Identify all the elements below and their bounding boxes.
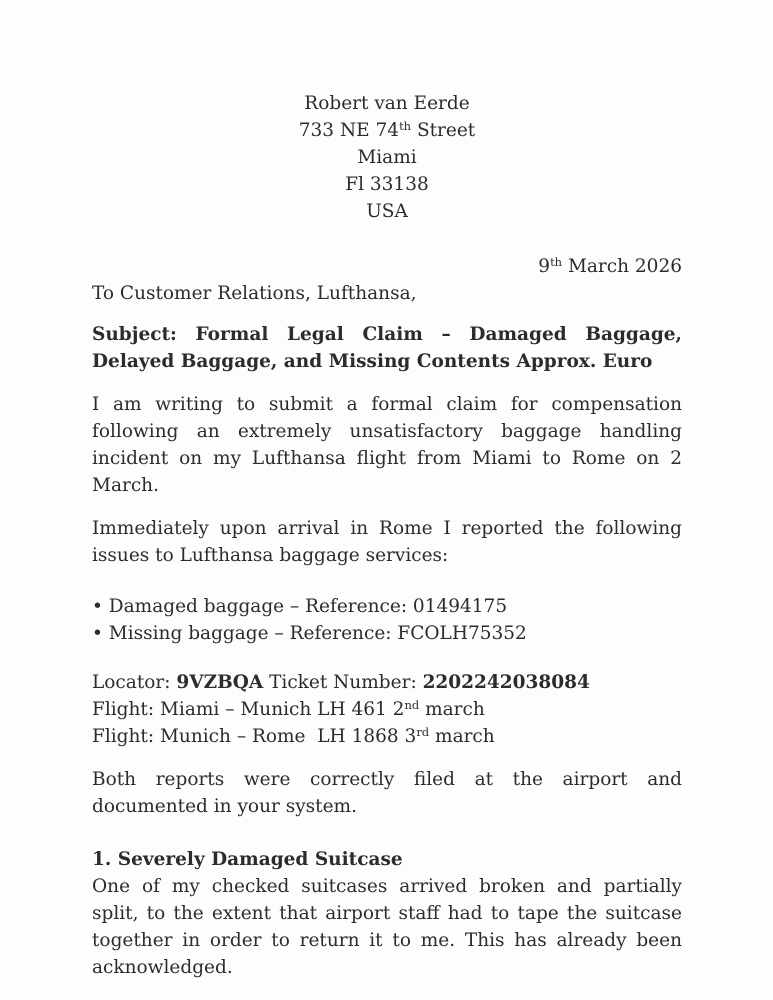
ticket-value: 2202242038084 [422, 672, 590, 693]
sender-street-number: 733 NE 74 [298, 120, 400, 141]
date-ordinal: th [550, 254, 563, 269]
ticket-label: Ticket Number: [263, 672, 423, 693]
letter-date [92, 253, 682, 280]
sender-street-name: Street [411, 120, 476, 141]
flight-2-text: Flight: Munich – Rome LH 1868 3 [92, 726, 417, 747]
sender-city: Miami [357, 147, 417, 168]
flight-1-text: Flight: Miami – Munich LH 461 2 [92, 699, 405, 720]
issue-item-damaged: • Damaged baggage – Reference: 01494175 [92, 596, 508, 617]
locator-value: 9VZBQA [176, 672, 264, 693]
flight-1-month: march [419, 699, 485, 720]
paragraph-filed: Both reports were correctly filed at the airport and documented in your system. [92, 769, 682, 817]
paragraph-intro: I am writing to submit a formal claim for compensation following an extremely unsatisfactory baggage handling incident on my Lufthansa flight from Miami to Rome on 2 March. [92, 394, 682, 496]
sender-street [92, 117, 682, 144]
flight-2-month: march [429, 726, 495, 747]
sender-state-zip: Fl 33138 [345, 174, 429, 195]
sender-street-ordinal: th [399, 118, 412, 133]
booking-details [92, 669, 682, 750]
issue-item-missing: • Missing baggage – Reference: FCOLH75352 [92, 623, 527, 644]
section-1-heading: 1. Severely Damaged Suitcase [92, 849, 403, 870]
sender-country: USA [366, 201, 408, 222]
date-day: 9 [538, 256, 551, 277]
sender-address-block [92, 90, 682, 225]
date-month-year: March 2026 [562, 256, 682, 277]
issue-list [92, 593, 682, 647]
locator-label: Locator: [92, 672, 177, 693]
flight-1-ordinal: nd [404, 697, 420, 712]
section-1-body: One of my checked suitcases arrived broken and partially split, to the extent that airport staff had to tape the suitcase together in order to return it to me. This has already been acknowledged. [92, 876, 682, 978]
flight-line-1 [92, 696, 682, 723]
flight-2-ordinal: rd [416, 724, 430, 739]
paragraph-reported: Immediately upon arrival in Rome I reported the following issues to Lufthansa baggage services: [92, 518, 682, 566]
flight-line-2 [92, 723, 682, 750]
letter-content [92, 90, 682, 981]
subject-line: Subject: Formal Legal Claim – Damaged Baggage, Delayed Baggage, and Missing Contents Approx. Euro [92, 324, 682, 372]
salutation: To Customer Relations, Lufthansa, [92, 283, 417, 304]
sender-name: Robert van Eerde [304, 93, 470, 114]
locator-line [92, 669, 682, 696]
